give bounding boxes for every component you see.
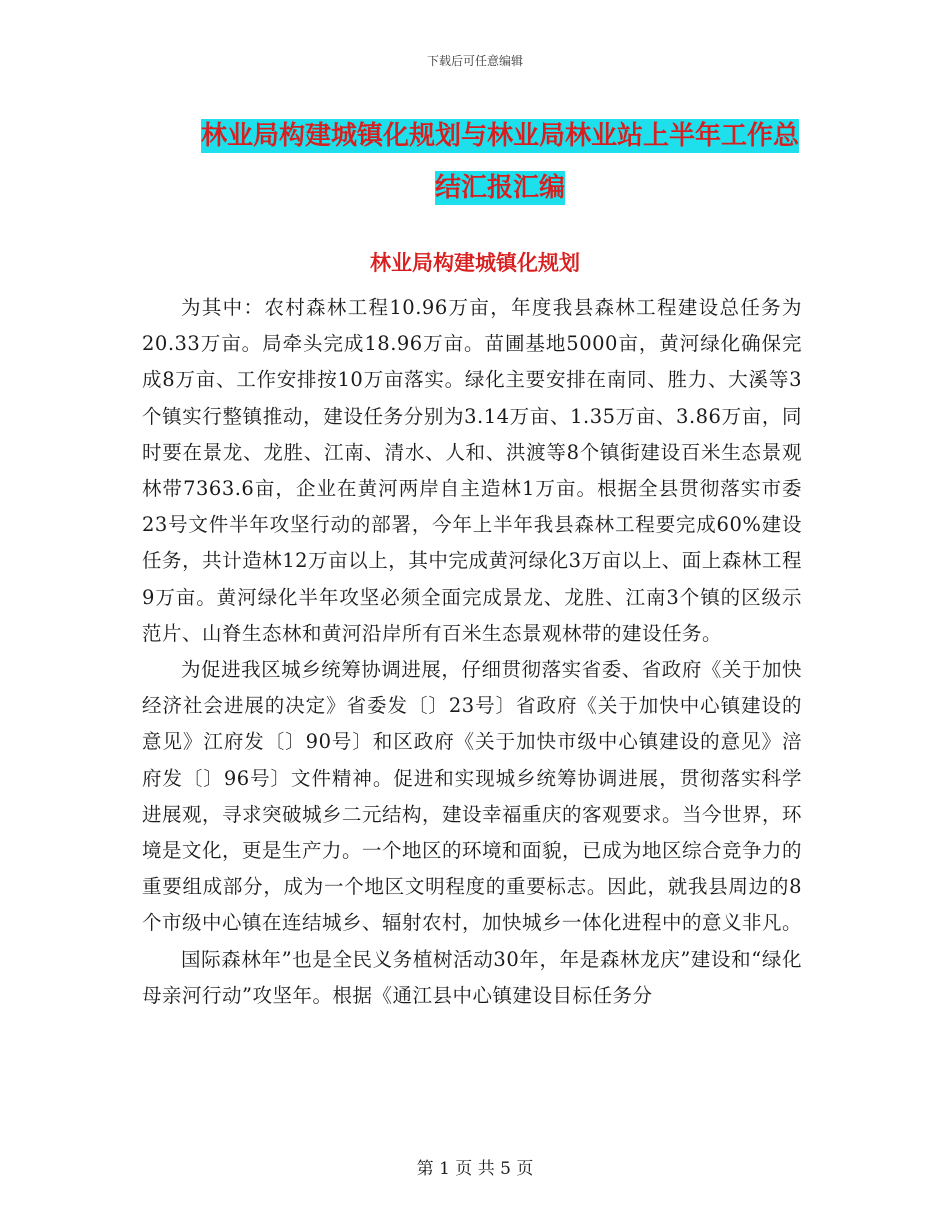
page-number: 第 1 页 共 5 页 <box>416 1159 534 1179</box>
document-title-line-1: 林业局构建城镇化规划与林业局林业站上半年工作总 <box>200 121 799 151</box>
document-body <box>142 290 802 1014</box>
section-heading: 林业局构建城镇化规划 <box>370 251 580 275</box>
document-title-line-2: 结汇报汇编 <box>434 173 565 203</box>
document-title <box>195 110 805 214</box>
paragraph: 国际森林年”也是全民义务植树活动30年，年是森林龙庆”建设和“绿化母亲河行动”攻坚年。根据《通江县中心镇建设目标任务分 <box>142 947 802 1007</box>
paragraph: 为促进我区城乡统筹协调进展，仔细贯彻落实省委、省政府《关于加快经济社会进展的决定》省委发〔〕23号〕省政府《关于加快中心镇建设的意见》江府发〔〕90号〕和区政府《关于加快市级中心镇建设的意见》涪府发〔〕96号〕文件精神。促进和实现城乡统筹协调进展，贯彻落实科学进展观，寻求突破城乡二元结构，建设幸福重庆的客观要求。当今世界，环境是文化，更是生产力。一个地区的环境和面貌，已成为地区综合竞争力的重要组成部分，成为一个地区文明程度的重要标志。因此，就我县周边的8个市级中心镇在连结城乡、辐射农村，加快城乡一体化进程中的意义非凡。 <box>142 658 803 935</box>
paragraph: 为其中：农村森林工程10.96万亩，年度我县森林工程建设总任务为20.33万亩。局牵头完成18.96万亩。苗圃基地5000亩，黄河绿化确保完成8万亩、工作安排按10万亩落实。绿化主要安排在南同、胜力、大溪等3个镇实行整镇推动，建设任务分别为3.14万亩、1.35万亩、3.86万亩，同时要在景龙、龙胜、江南、清水、人和、洪渡等8个镇街建设百米生态景观林带7363.6亩，企业在黄河两岸自主造林1万亩。根据全县贯彻落实市委23号文件半年攻坚行动的部署，今年上半年我县森林工程要完成60%建设任务，共计造林12万亩以上，其中完成黄河绿化3万亩以上、面上森林工程9万亩。黄河绿化半年攻坚必须全面完成景龙、龙胜、江南3个镇的区级示范片、山脊生态林和黄河沿岸所有百米生态景观林带的建设任务。 <box>142 296 802 645</box>
page-header-note: 下载后可任意编辑 <box>426 54 523 68</box>
